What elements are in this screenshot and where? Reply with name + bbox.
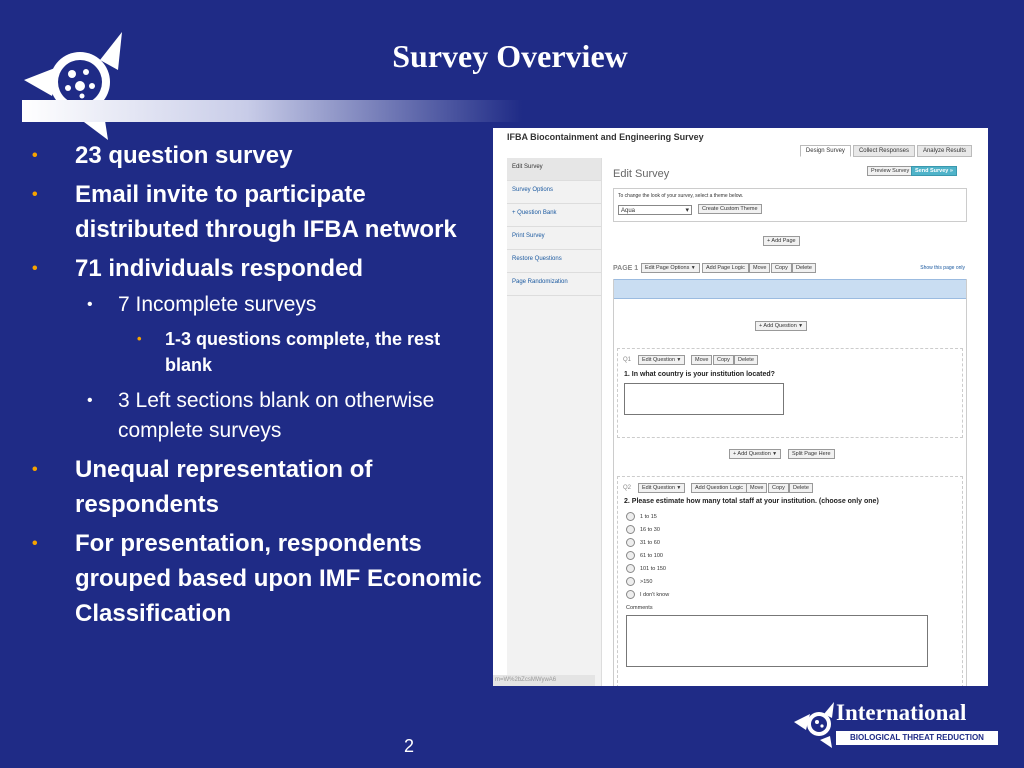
- edit-page-options-button[interactable]: Edit Page Options ▼: [641, 263, 700, 273]
- delete-page-button[interactable]: Delete: [792, 263, 816, 273]
- theme-select[interactable]: Aqua ▾: [618, 205, 692, 215]
- sub-sub-bullet-item: • 1-3 questions complete, the rest blank: [32, 326, 492, 378]
- radio-icon[interactable]: [626, 551, 635, 560]
- delete-question-button[interactable]: Delete: [734, 355, 758, 365]
- sidebar: [507, 158, 602, 686]
- question-label: Q2: [623, 485, 632, 491]
- radio-option[interactable]: 61 to 100: [626, 551, 663, 560]
- bullet-item: • 23 question survey: [32, 138, 492, 173]
- title-underline-bar: [22, 100, 522, 122]
- slide-title: Survey Overview: [392, 38, 628, 74]
- bullet-dot-icon: •: [87, 392, 93, 409]
- sidebar-item-survey-options[interactable]: Survey Options: [507, 181, 601, 204]
- editor-heading: Edit Survey: [613, 168, 670, 180]
- footer-subtitle: BIOLOGICAL THREAT REDUCTION: [836, 731, 998, 745]
- question-box-q2: [617, 476, 963, 686]
- radio-option[interactable]: 31 to 60: [626, 538, 660, 547]
- bullet-dot-icon: •: [32, 461, 38, 478]
- bullet-item: • 71 individuals responded: [32, 251, 492, 286]
- radio-icon[interactable]: [626, 538, 635, 547]
- survey-editor-screenshot: [493, 128, 988, 686]
- edit-question-button[interactable]: Edit Question ▼: [638, 483, 685, 493]
- radio-icon[interactable]: [626, 525, 635, 534]
- radio-icon[interactable]: [626, 577, 635, 586]
- ibtr-logo-icon: [22, 30, 132, 140]
- editor-main: [605, 158, 985, 686]
- sidebar-item-question-bank[interactable]: + Question Bank: [507, 204, 601, 227]
- sidebar-item-edit-survey[interactable]: Edit Survey: [507, 158, 601, 181]
- question-label: Q1: [623, 357, 632, 363]
- url-fragment: m=W%2bZcsMWywA6: [493, 675, 595, 686]
- create-custom-theme-button[interactable]: Create Custom Theme: [698, 204, 762, 214]
- radio-option[interactable]: 16 to 30: [626, 525, 660, 534]
- radio-option[interactable]: I don't know: [626, 590, 669, 599]
- question-text: 1. In what country is your institution located?: [624, 371, 775, 378]
- sub-bullet-item: • 7 Incomplete surveys: [32, 290, 492, 320]
- add-question-button-2[interactable]: + Add Question ▼: [729, 449, 781, 459]
- show-this-page-link[interactable]: Show this page only: [920, 265, 965, 271]
- send-survey-button[interactable]: Send Survey »: [911, 166, 957, 176]
- radio-icon[interactable]: [626, 564, 635, 573]
- radio-option[interactable]: 1 to 15: [626, 512, 657, 521]
- tab-design-survey[interactable]: Design Survey: [800, 145, 851, 157]
- bullet-item: • For presentation, respondents grouped based upon IMF Economic Classification: [32, 526, 492, 631]
- sidebar-item-restore-questions[interactable]: Restore Questions: [507, 250, 601, 273]
- radio-icon[interactable]: [626, 512, 635, 521]
- add-question-button[interactable]: + Add Question ▼: [755, 321, 807, 331]
- move-question-button[interactable]: Move: [746, 483, 767, 493]
- split-page-button[interactable]: Split Page Here: [788, 449, 835, 459]
- q1-answer-textarea[interactable]: [624, 383, 784, 415]
- add-page-logic-button[interactable]: Add Page Logic: [702, 263, 749, 273]
- bullet-item: • Unequal representation of respondents: [32, 452, 492, 522]
- delete-question-button[interactable]: Delete: [789, 483, 813, 493]
- comments-textarea[interactable]: [626, 615, 928, 667]
- question-text: 2. Please estimate how many total staff at your institution. (choose only one): [624, 498, 879, 505]
- sidebar-item-page-randomization[interactable]: Page Randomization: [507, 273, 601, 296]
- add-page-button[interactable]: + Add Page: [763, 236, 800, 246]
- ibtr-footer-logo-icon: [792, 700, 842, 748]
- radio-icon[interactable]: [626, 590, 635, 599]
- bullet-dot-icon: •: [87, 296, 93, 313]
- move-page-button[interactable]: Move: [749, 263, 770, 273]
- question-box-q1: [617, 348, 963, 438]
- tab-collect-responses[interactable]: Collect Responses: [853, 145, 915, 157]
- page-number: 2: [404, 736, 415, 756]
- sidebar-item-print-survey[interactable]: Print Survey: [507, 227, 601, 250]
- move-question-button[interactable]: Move: [691, 355, 712, 365]
- copy-question-button[interactable]: Copy: [768, 483, 789, 493]
- survey-title: IFBA Biocontainment and Engineering Survey: [507, 132, 704, 142]
- bullet-dot-icon: •: [32, 186, 38, 203]
- add-question-logic-button[interactable]: Add Question Logic: [691, 483, 747, 493]
- footer-brand: International: [836, 700, 967, 725]
- copy-question-button[interactable]: Copy: [713, 355, 734, 365]
- bullet-dot-icon: •: [32, 147, 38, 164]
- sub-bullet-item: • 3 Left sections blank on otherwise complete surveys: [32, 386, 492, 446]
- bullet-dot-icon: •: [137, 331, 142, 346]
- tab-analyze-results[interactable]: Analyze Results: [917, 145, 972, 157]
- comments-label: Comments: [626, 605, 653, 611]
- page-label: PAGE 1: [613, 265, 639, 272]
- radio-option[interactable]: 101 to 150: [626, 564, 666, 573]
- bullet-dot-icon: •: [32, 535, 38, 552]
- tab-bar: [800, 145, 972, 157]
- edit-question-button[interactable]: Edit Question ▼: [638, 355, 685, 365]
- theme-panel: [613, 188, 967, 222]
- bullet-dot-icon: •: [32, 260, 38, 277]
- bullet-list: [32, 138, 492, 635]
- bullet-item: • Email invite to participate distributed through IFBA network: [32, 177, 492, 247]
- preview-survey-button[interactable]: Preview Survey: [867, 166, 913, 176]
- radio-option[interactable]: >150: [626, 577, 652, 586]
- theme-prompt: To change the look of your survey, select a theme below.: [618, 193, 744, 199]
- copy-page-button[interactable]: Copy: [771, 263, 792, 273]
